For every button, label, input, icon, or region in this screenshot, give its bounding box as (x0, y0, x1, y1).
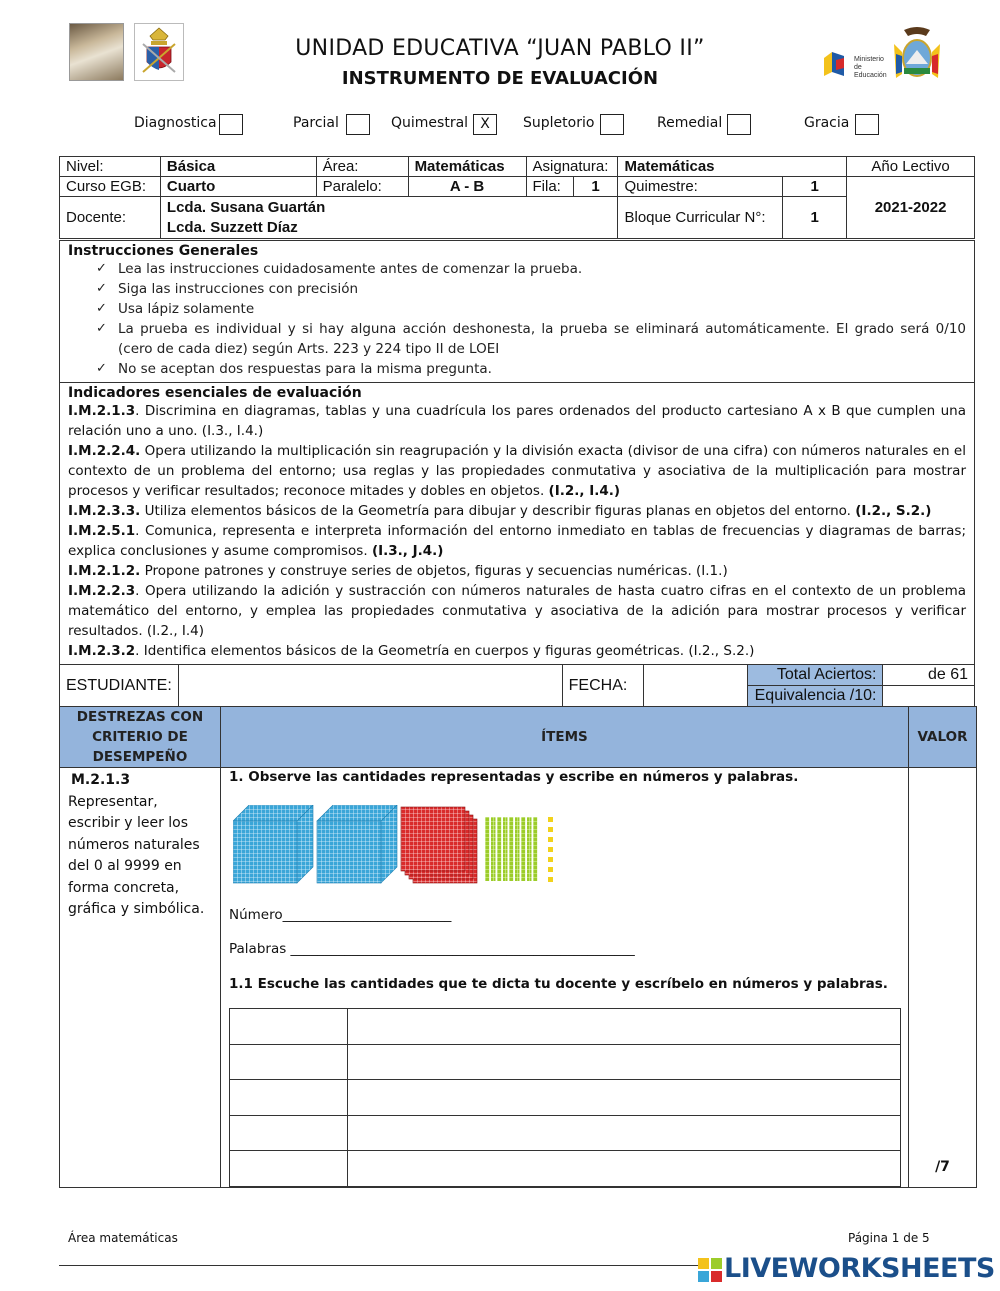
instructions-section (59, 240, 975, 383)
type-label-parcial: Parcial (293, 115, 339, 131)
anio-label: Año Lectivo (847, 157, 975, 177)
number-answer-cell[interactable] (230, 1151, 348, 1187)
footer-divider (59, 1265, 699, 1266)
docente-2: Lcda. Suzzett Díaz (166, 218, 298, 236)
ecuador-coat-of-arms-logo (890, 24, 944, 88)
type-label-quimestral: Quimestral (391, 115, 469, 131)
asignatura-value: Matemáticas (618, 157, 847, 177)
thousand-cube-2 (317, 805, 397, 883)
checkbox-supletorio[interactable] (600, 114, 624, 135)
numero-answer-line[interactable]: Número_________________________ (229, 907, 452, 923)
asignatura-label: Asignatura: (526, 157, 618, 177)
number-answer-cell[interactable] (230, 1044, 348, 1080)
document-subtitle: INSTRUMENTO DE EVALUACIÓN (341, 68, 659, 89)
checkbox-quimestral[interactable]: X (473, 114, 497, 135)
paralelo-label: Paralelo: (316, 177, 408, 197)
student-info-table (59, 664, 975, 707)
words-answer-cell[interactable] (347, 1151, 900, 1187)
instructions-title: Instrucciones Generales (68, 243, 259, 259)
estudiante-label: ESTUDIANTE: (60, 665, 179, 707)
instruction-item: ✓ La prueba es individual y si hay alguna acción deshonesta, la prueba se eliminará automáticamente. El grado será 0/10 (cero de cada diez) según Arts. 223 y 224 tipo II de LOEI (60, 319, 966, 359)
ministry-logo (822, 46, 888, 82)
checkbox-gracia[interactable] (855, 114, 879, 135)
type-label-diagnostica: Diagnostica (134, 115, 217, 131)
estudiante-input[interactable] (178, 665, 562, 707)
footer-page-number: Página 1 de 5 (848, 1231, 930, 1245)
words-answer-cell[interactable] (347, 1044, 900, 1080)
liveworksheets-brand[interactable]: LIVEWORKSHEETS (724, 1253, 995, 1284)
words-answer-cell[interactable] (347, 1115, 900, 1151)
indicator-item: I.M.2.3.2. Identifica elementos básicos de la Geometría en cuerpos y figuras geométricas. (I.2., S.2.) (68, 643, 755, 659)
ten-rods (485, 817, 538, 881)
type-label-gracia: Gracia (804, 115, 850, 131)
words-answer-cell[interactable] (347, 1080, 900, 1116)
nivel-value: Básica (160, 157, 316, 177)
col-header-items: ÍTEMS (220, 707, 908, 768)
instruction-item: ✓ Siga las instrucciones con precisión (60, 279, 966, 299)
anio-value: 2021-2022 (847, 177, 975, 239)
number-answer-cell[interactable] (230, 1115, 348, 1151)
number-answer-cell[interactable] (230, 1080, 348, 1116)
area-value: Matemáticas (408, 157, 526, 177)
liveworksheets-icon (698, 1258, 722, 1282)
checkbox-diagnostica[interactable] (219, 114, 243, 135)
pope-photo (69, 23, 124, 81)
instruction-item: ✓ No se aceptan dos respuestas para la misma pregunta. (60, 359, 966, 379)
instruction-item: ✓ Lea las instrucciones cuidadosamente antes de comenzar la prueba. (60, 259, 966, 279)
checkbox-parcial[interactable] (346, 114, 370, 135)
words-answer-cell[interactable] (347, 1009, 900, 1045)
papal-coat-of-arms-logo (134, 23, 184, 81)
skill-cell (60, 768, 221, 1188)
question-1-1: 1.1 Escuche las cantidades que te dicta tu docente y escríbelo en números y palabras. (229, 976, 888, 992)
indicator-item: I.M.2.2.4. Opera utilizando la multiplicación sin reagrupación y la división exacta (divisor de una cifra) con números naturales en el contexto de un problema del entorno; usa reglas y las propiedades conmutativa y asociativa de la multiplicación para mostrar procesos y verificar resultados; reconoce mitades y dobles en objetos. (I.2., I.4.) (68, 443, 966, 499)
checkbox-remedial[interactable] (727, 114, 751, 135)
fecha-label: FECHA: (562, 665, 643, 707)
indicator-item: I.M.2.5.1. Comunica, representa e interpreta información del entorno inmediato en tablas de frecuencias y diagramas de barras; explica conclusiones y asume compromisos. (I.3., J.4.) (68, 523, 966, 559)
fila-value: 1 (573, 177, 618, 197)
instruction-item: ✓ Usa lápiz solamente (60, 299, 966, 319)
indicator-item: I.M.2.2.3. Opera utilizando la adición y sustracción con números naturales de hasta cuatro cifras en el contexto de un problema matemático del entorno, y emplea las propiedades conmutativa y asociativa de la adición para mostrar procesos y verificar resultados. (I.2., I.4) (68, 583, 966, 639)
indicator-item: I.M.2.3.3. Utiliza elementos básicos de la Geometría para dibujar y describir figuras planas en objetos del entorno. (I.2., S.2.) (68, 503, 932, 519)
thousand-cube-1 (233, 805, 313, 883)
indicators-title: Indicadores esenciales de evaluación (68, 385, 362, 401)
unit-cubes (548, 817, 553, 882)
indicator-item: I.M.2.1.3. Discrimina en diagramas, tablas y una cuadrícula los pares ordenados del producto cartesiano A x B que cumplen una relación uno a uno. (I.3., I.4.) (68, 403, 966, 439)
docente-value (160, 197, 618, 239)
curso-label: Curso EGB: (60, 177, 161, 197)
skill-code: M.2.1.3 (71, 772, 131, 788)
quimestre-label: Quimestre: (618, 177, 783, 197)
hundred-flats (401, 807, 477, 883)
number-answer-cell[interactable] (230, 1009, 348, 1045)
equivalencia-input[interactable] (883, 686, 975, 707)
area-label: Área: (316, 157, 408, 177)
aciertos-value: de 61 (883, 665, 975, 686)
docente-1: Lcda. Susana Guartán (166, 198, 326, 216)
footer-area: Área matemáticas (68, 1231, 178, 1245)
base-ten-blocks-illustration (233, 805, 563, 885)
col-header-valor: VALOR (909, 707, 977, 768)
palabras-answer-line[interactable]: Palabras ___________________________________________________ (229, 941, 635, 957)
type-label-remedial: Remedial (657, 115, 723, 131)
indicator-item: I.M.2.1.2. Propone patrones y construye series de objetos, figuras y secuencias numéricas. (I.1.) (68, 563, 728, 579)
type-label-supletorio: Supletorio (523, 115, 595, 131)
indicators-section (59, 382, 975, 665)
school-title: UNIDAD EDUCATIVA “JUAN PABLO II” (295, 36, 705, 61)
fila-label: Fila: (526, 177, 573, 197)
aciertos-label: Total Aciertos: (747, 665, 883, 686)
skill-text: Representar, escribir y leer los números naturales del 0 al 9999 en forma concreta, gráfica y simbólica. (68, 793, 205, 917)
dictation-answer-grid (229, 1008, 901, 1187)
fecha-input[interactable] (643, 665, 747, 707)
quimestre-value: 1 (783, 177, 847, 197)
question-1: 1. Observe las cantidades representadas y escribe en números y palabras. (229, 769, 799, 785)
paralelo-value: A - B (408, 177, 526, 197)
docente-label: Docente: (60, 197, 161, 239)
equivalencia-label: Equivalencia /10: (747, 686, 883, 707)
bloque-value: 1 (783, 197, 847, 239)
curso-value: Cuarto (160, 177, 316, 197)
course-info-table (59, 156, 975, 239)
valor-cell: /7 (909, 768, 977, 1188)
bloque-label: Bloque Curricular N°: (618, 197, 783, 239)
ministry-label: Ministerio de Educación (854, 56, 887, 79)
col-header-destrezas: DESTREZAS CON CRITERIO DE DESEMPEÑO (60, 707, 221, 768)
nivel-label: Nivel: (60, 157, 161, 177)
